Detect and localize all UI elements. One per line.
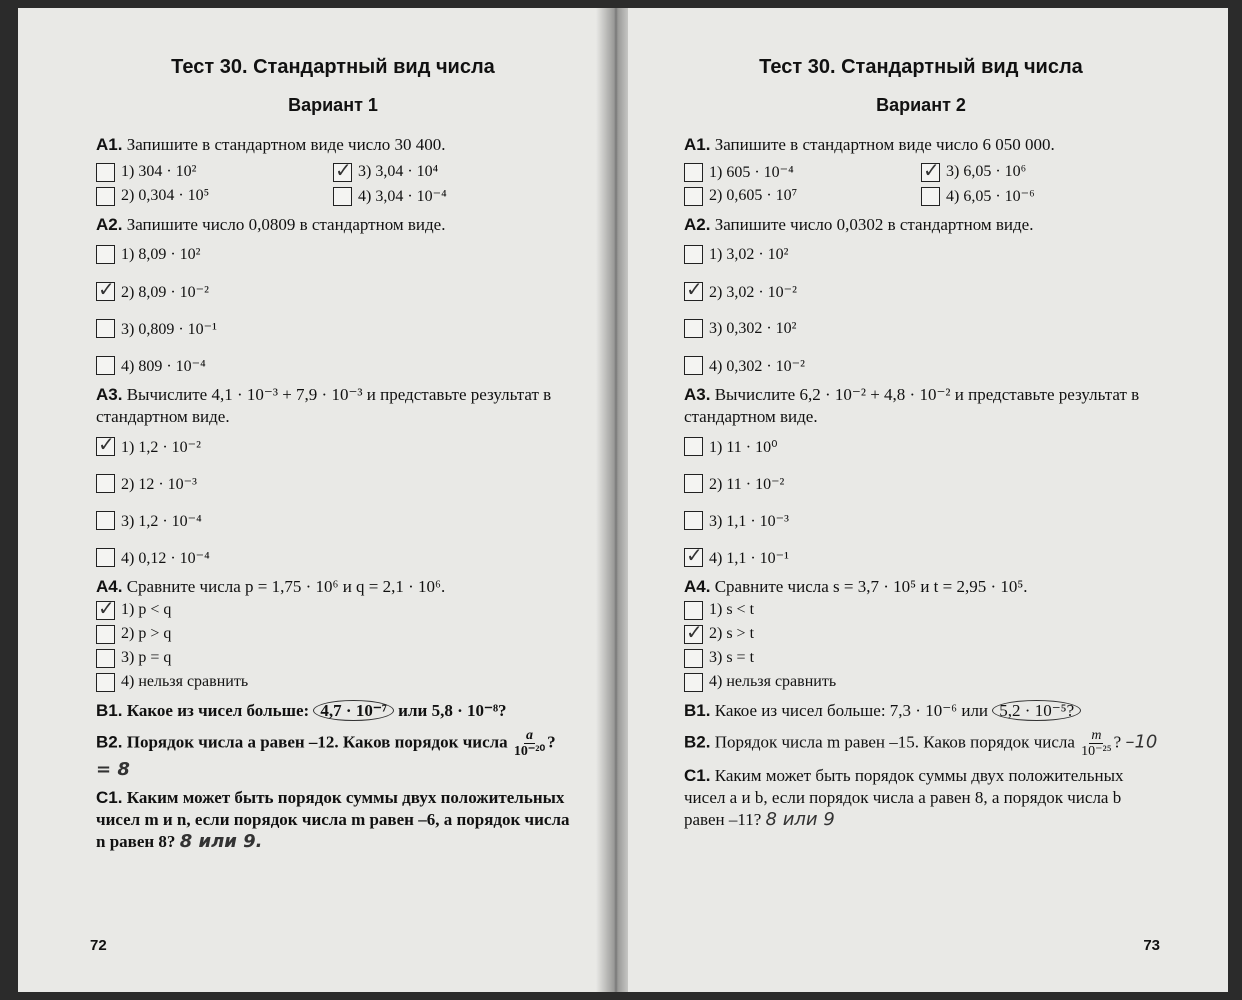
a2-options xyxy=(684,236,1158,384)
answer-option[interactable]: ✓ 3) 6,05 · 10⁶ xyxy=(921,160,1158,184)
answer-option[interactable]: ✓ 1) p < q xyxy=(96,598,570,622)
checkbox[interactable] xyxy=(96,437,115,456)
answer-option[interactable]: 4) нельзя сравнить xyxy=(684,670,1158,694)
answer-option[interactable]: 4) 3,04 · 10⁻⁴ xyxy=(333,184,570,208)
handwritten-answer: 8 или 9. xyxy=(179,831,263,852)
checkbox[interactable] xyxy=(921,163,940,182)
a3-options xyxy=(96,428,570,576)
answer-option[interactable]: 4) нельзя сравнить xyxy=(96,670,570,694)
checkbox[interactable] xyxy=(96,511,115,530)
question-a3: А3. Вычислите 4,1 · 10⁻³ + 7,9 · 10⁻³ и представьте результат в стандартном виде. xyxy=(96,385,552,426)
a3-options xyxy=(684,428,1158,576)
answer-option[interactable]: 3) 1,2 · 10⁻⁴ xyxy=(96,502,570,539)
a4-options xyxy=(96,598,570,694)
checkbox[interactable] xyxy=(684,187,703,206)
handwritten-answer: –10 xyxy=(1125,731,1158,753)
answer-option[interactable]: 1) 304 · 10² xyxy=(96,160,333,184)
circled-answer: 4,7 · 10⁻⁷ xyxy=(313,700,394,721)
checkbox[interactable] xyxy=(684,437,703,456)
answer-option[interactable]: ✓ 4) 1,1 · 10⁻¹ xyxy=(684,539,1158,576)
checkbox[interactable] xyxy=(333,163,352,182)
checkbox[interactable] xyxy=(684,245,703,264)
checkbox[interactable] xyxy=(96,319,115,338)
fraction: $\frac{m}{\text{10⁻²⁵}}$ xyxy=(1081,728,1112,759)
question-c1: С1. Каким может быть порядок суммы двух положительных чисел m и n, если порядок числа m равен –6, а порядок числа n равен 8? 8 или 9. xyxy=(96,788,570,852)
answer-option[interactable]: 1) 3,02 · 10² xyxy=(684,236,1158,273)
answer-option[interactable]: 2) 0,304 · 10⁵ xyxy=(96,184,333,208)
answer-option[interactable]: 3) s = t xyxy=(684,646,1158,670)
question-a3: А3. Вычислите 6,2 · 10⁻² + 4,8 · 10⁻² и представьте результат в стандартном виде. xyxy=(684,385,1140,426)
checkbox[interactable] xyxy=(684,601,703,620)
left-page xyxy=(18,8,614,992)
answer-option[interactable]: ✓ 2) 3,02 · 10⁻² xyxy=(684,273,1158,310)
question-c1: С1. Каким может быть порядок суммы двух положительных чисел a и b, если порядок числа a равен 8, а порядок числа b равен –11? 8 или 9 xyxy=(684,766,1124,830)
answer-option[interactable]: 2) 0,605 · 10⁷ xyxy=(684,184,921,208)
answer-option[interactable]: 3) 1,1 · 10⁻³ xyxy=(684,502,1158,539)
answer-option[interactable]: 2) p > q xyxy=(96,622,570,646)
checkbox[interactable] xyxy=(96,245,115,264)
page-number: 73 xyxy=(1143,937,1160,954)
page-title: Тест 30. Стандартный вид числа xyxy=(171,56,495,78)
checkbox[interactable] xyxy=(684,548,703,567)
answer-option[interactable]: 4) 0,302 · 10⁻² xyxy=(684,347,1158,384)
fraction: $\frac{a}{\text{10⁻²⁰}}$ xyxy=(513,728,546,759)
checkbox[interactable] xyxy=(921,187,940,206)
a4-options xyxy=(684,598,1158,694)
answer-option[interactable]: 1) s < t xyxy=(684,598,1158,622)
checkbox[interactable] xyxy=(96,548,115,567)
a2-options xyxy=(96,236,570,384)
checkbox[interactable] xyxy=(684,673,703,692)
a1-options xyxy=(684,160,1158,208)
answer-option[interactable]: ✓ 3) 3,04 · 10⁴ xyxy=(333,160,570,184)
question-a1: А1. Запишите в стандартном виде число 30 400. xyxy=(96,135,446,154)
a1-options xyxy=(96,160,570,208)
answer-option[interactable]: 4) 0,12 · 10⁻⁴ xyxy=(96,539,570,576)
checkbox[interactable] xyxy=(96,474,115,493)
answer-option[interactable]: 4) 6,05 · 10⁻⁶ xyxy=(921,184,1158,208)
question-a2: А2. Запишите число 0,0302 в стандартном виде. xyxy=(684,215,1034,234)
answer-option[interactable]: 1) 11 · 10⁰ xyxy=(684,428,1158,465)
right-page xyxy=(628,8,1228,992)
checkbox[interactable] xyxy=(684,163,703,182)
checkbox[interactable] xyxy=(684,649,703,668)
checkbox[interactable] xyxy=(684,474,703,493)
checkbox[interactable] xyxy=(96,163,115,182)
answer-option[interactable]: 1) 8,09 · 10² xyxy=(96,236,570,273)
checkbox[interactable] xyxy=(96,282,115,301)
answer-option[interactable]: 1) 605 · 10⁻⁴ xyxy=(684,160,921,184)
checkbox[interactable] xyxy=(96,673,115,692)
answer-option[interactable]: ✓ 2) s > t xyxy=(684,622,1158,646)
checkbox[interactable] xyxy=(684,319,703,338)
handwritten-answer: = 8 xyxy=(96,759,130,780)
question-b2: В2. Порядок числа m равен –15. Каков порядок числа $\frac{m}{\text{10⁻²⁵}}$ ? –10 xyxy=(684,728,1158,759)
answer-option[interactable]: 3) 0,302 · 10² xyxy=(684,310,1158,347)
checkbox[interactable] xyxy=(96,601,115,620)
question-a4: А4. Сравните числа p = 1,75 · 10⁶ и q = 2,1 · 10⁶. xyxy=(96,577,446,596)
checkbox[interactable] xyxy=(684,625,703,644)
page-number: 72 xyxy=(90,937,107,954)
answer-option[interactable]: 3) p = q xyxy=(96,646,570,670)
question-a1: А1. Запишите в стандартном виде число 6 050 000. xyxy=(684,135,1055,154)
question-b2: В2. Порядок числа a равен –12. Каков порядок числа $\frac{a}{\text{10⁻²⁰}}$ ? = 8 xyxy=(96,728,556,780)
checkbox[interactable] xyxy=(96,187,115,206)
answer-option[interactable]: ✓ 1) 1,2 · 10⁻² xyxy=(96,428,570,465)
checkbox[interactable] xyxy=(96,625,115,644)
page-title: Тест 30. Стандартный вид числа xyxy=(759,56,1083,78)
answer-option[interactable]: ✓ 2) 8,09 · 10⁻² xyxy=(96,273,570,310)
checkbox[interactable] xyxy=(684,356,703,375)
answer-option[interactable]: 2) 11 · 10⁻² xyxy=(684,465,1158,502)
checkbox[interactable] xyxy=(684,511,703,530)
checkbox[interactable] xyxy=(96,649,115,668)
answer-option[interactable]: 2) 12 · 10⁻³ xyxy=(96,465,570,502)
checkbox[interactable] xyxy=(684,282,703,301)
answer-option[interactable]: 3) 0,809 · 10⁻¹ xyxy=(96,310,570,347)
circled-answer: 5,2 · 10⁻⁵? xyxy=(992,700,1081,721)
variant-heading: Вариант 1 xyxy=(288,95,378,115)
checkbox[interactable] xyxy=(96,356,115,375)
variant-heading: Вариант 2 xyxy=(876,95,966,115)
question-b1: В1. Какое из чисел больше: 4,7 · 10⁻⁷ или 5,8 · 10⁻⁸? xyxy=(96,701,507,720)
handwritten-answer: 8 или 9 xyxy=(765,809,835,830)
question-a2: А2. Запишите число 0,0809 в стандартном виде. xyxy=(96,215,446,234)
checkbox[interactable] xyxy=(333,187,352,206)
question-b1: В1. Какое из чисел больше: 7,3 · 10⁻⁶ или 5,2 · 10⁻⁵? xyxy=(684,700,1158,722)
question-a4: А4. Сравните числа s = 3,7 · 10⁵ и t = 2,95 · 10⁵. xyxy=(684,577,1028,596)
answer-option[interactable]: 4) 809 · 10⁻⁴ xyxy=(96,347,570,384)
